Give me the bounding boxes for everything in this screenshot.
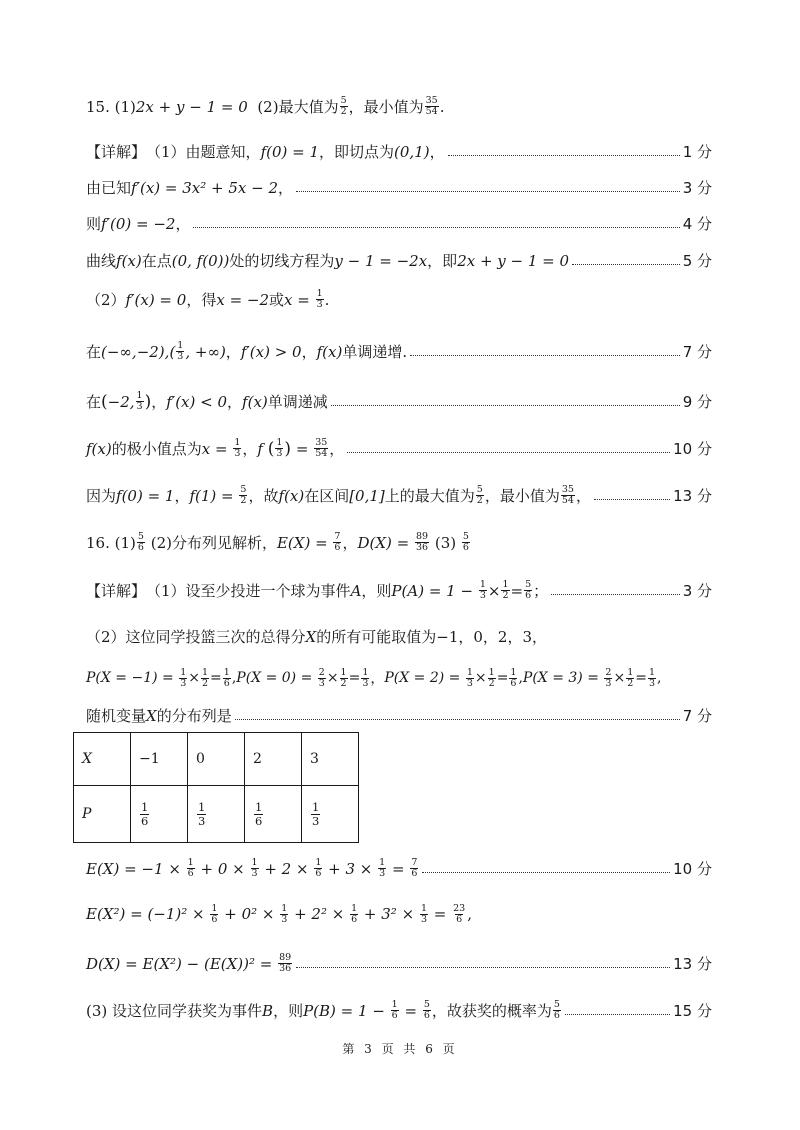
- detail-tag: 【详解】: [86, 143, 147, 161]
- fraction: $\frac{5}{6}$: [525, 579, 532, 601]
- dot-leader: [422, 872, 670, 873]
- fraction: 1 3: [276, 437, 283, 459]
- fraction: $\frac{1}{6}$: [391, 999, 398, 1021]
- q15-answer-line: 15. (1) 2x + y − 1 = 0 (2)最大值为 5 2 ，最小值为 35 54 .: [86, 95, 445, 117]
- score: 10 分: [673, 860, 712, 878]
- fraction: 5 2: [340, 95, 347, 117]
- table-row: [74, 733, 359, 786]
- score: 7 分: [682, 343, 712, 361]
- fraction: $\frac{1}{2}$: [340, 667, 347, 689]
- score: 1 分: [682, 143, 712, 161]
- fraction: 1 3: [177, 340, 184, 362]
- fraction: 5 6: [462, 531, 469, 553]
- table-cell: X: [74, 733, 131, 786]
- fraction: $\frac{5}{6}$: [423, 999, 430, 1021]
- score: 10 分: [673, 440, 712, 458]
- fraction: $\frac{1}{6}$: [255, 800, 263, 828]
- fraction: $\frac{1}{3}$: [420, 903, 427, 925]
- fraction: 35 54: [425, 95, 438, 117]
- fraction: $\frac{89}{36}$: [416, 531, 429, 553]
- fraction: $\frac{1}{3}$: [180, 667, 187, 689]
- page-footer: 第 3 页 共 6 页: [342, 1042, 458, 1056]
- detail-tag: 【详解】: [86, 582, 147, 600]
- score: 4 分: [682, 215, 712, 233]
- dot-leader: [235, 719, 680, 720]
- fraction: $\frac{1}{6}$: [211, 903, 218, 925]
- fraction: 5 2: [476, 484, 483, 506]
- q16-line-8: (3) 设这位同学获奖为事件 B ，则 P(B) = 1 − $\frac{1}{6}$ = $\frac{5}{6}$ ，故获奖的概率为 5 6 15 分: [86, 999, 712, 1021]
- fraction: $\frac{5}{2}$: [240, 484, 247, 506]
- dot-leader: [193, 227, 679, 228]
- q15-line-9: 因为 f(0) = 1 ， f(1) = $\frac{5}{2}$ ，故 f(x) 在区间 [0,1] 上的最大值为 5 2 ，最小值为 35 54 ， 13 分: [86, 484, 712, 506]
- q15-line-7: 在 ( −2, 1 3 ) ， f′(x) < 0 ， f(x) 单调递减 9 分: [86, 390, 712, 412]
- fraction: $\frac{7}{6}$: [411, 857, 418, 879]
- table-cell: 3: [302, 733, 359, 786]
- q16-line-7: D(X) = E(X²) − (E(X))² = $\frac{89}{36}$ 13 分: [86, 952, 712, 974]
- fraction: $\frac{1}{3}$: [316, 288, 323, 310]
- dot-leader: [448, 155, 680, 156]
- question-number: 15.: [86, 97, 110, 116]
- fraction: $\frac{1}{2}$: [502, 579, 509, 601]
- fraction: $\frac{1}{6}$: [141, 800, 149, 828]
- q16-line-3: P(X = −1) = $\frac{1}{3}$ × $\frac{1}{2}$ = $\frac{1}{6}$ , P(X = 0) = $\frac{2}{3}$ × $\frac{1}{2}$ = $\frac{1}{3}$ ， P(X = 2) = $\frac{1}{3}$ × $\frac{1}{2}$ = $\frac{1}{6}$ , P(X = 3) = $\frac{2}{3}$ × $\frac{1}{2}$ = $\frac{1}{3}$ ,: [86, 667, 662, 689]
- q15-line-2: 由已知 f′(x) = 3x² + 5x − 2 ， 3 分: [86, 178, 712, 197]
- fraction: $\frac{1}{6}$: [315, 857, 322, 879]
- fraction: $\frac{1}{2}$: [488, 667, 495, 689]
- fraction: $\frac{1}{3}$: [198, 800, 206, 828]
- fraction: $\frac{1}{3}$: [379, 857, 386, 879]
- q15-line-1: 【详解】 （1）由题意知， f(0) = 1 ，即切点为 (0,1) ， 1 分: [86, 142, 712, 161]
- dot-leader: [551, 594, 680, 595]
- fraction: $\frac{1}{6}$: [223, 667, 230, 689]
- dot-leader: [594, 499, 670, 500]
- fraction: $\frac{1}{2}$: [627, 667, 634, 689]
- table-cell: [188, 786, 245, 843]
- table-cell: [302, 786, 359, 843]
- dot-leader: [347, 452, 670, 453]
- fraction: $\frac{2}{3}$: [318, 667, 325, 689]
- score: 5 分: [682, 252, 712, 270]
- table-cell: 2: [245, 733, 302, 786]
- fraction: $\frac{1}{3}$: [251, 857, 258, 879]
- score: 13 分: [673, 487, 712, 505]
- distribution-table: [73, 732, 359, 843]
- q16-line-1: 【详解】 （1）设至少投进一个球为事件 A ，则 P(A) = 1 − $\frac{1}{3}$ × $\frac{1}{2}$ = $\frac{5}{6}$ ； 3 分: [86, 579, 712, 601]
- dot-leader: [296, 191, 680, 192]
- table-row: [74, 786, 359, 843]
- question-number: 16.: [86, 533, 110, 552]
- fraction: $\frac{1}{3}$: [312, 800, 320, 828]
- q16-line-6: E(X²) = (−1)² × $\frac{1}{6}$ + 0² × $\frac{1}{3}$ + 2² × $\frac{1}{6}$ + 3² × $\frac{1}{3}$ = $\frac{23}{6}$ ,: [86, 903, 472, 925]
- fraction: $\frac{35}{54}$: [315, 437, 328, 459]
- fraction: $\frac{1}{6}$: [351, 903, 358, 925]
- fraction: $\frac{1}{3}$: [234, 437, 241, 459]
- fraction: $\frac{1}{6}$: [510, 667, 517, 689]
- fraction: 1 3: [136, 390, 143, 412]
- score: 3 分: [682, 582, 712, 600]
- fraction: 35 54: [561, 484, 574, 506]
- q16-line-5: E(X) = −1 × $\frac{1}{6}$ + 0 × $\frac{1}{3}$ + 2 × $\frac{1}{6}$ + 3 × $\frac{1}{3}$ = $\frac{7}{6}$ 10 分: [86, 857, 712, 879]
- fraction: 5 6: [137, 531, 144, 553]
- score: 3 分: [682, 179, 712, 197]
- fraction: $\frac{1}{3}$: [281, 903, 288, 925]
- table-cell: [245, 786, 302, 843]
- score: 7 分: [682, 707, 712, 725]
- fraction: $\frac{23}{6}$: [453, 903, 466, 925]
- q15-line-5: （2） f′(x) = 0 ，得 x = −2 或 x = $\frac{1}{3}$ .: [86, 288, 330, 310]
- q15-line-8: f(x) 的极小值点为 x = $\frac{1}{3}$ ， f ( 1 3 ) = $\frac{35}{54}$ ， 10 分: [86, 437, 712, 459]
- table-cell: [131, 786, 188, 843]
- q15-line-3: 则 f′(0) = −2 ， 4 分: [86, 214, 712, 233]
- fraction: $\frac{1}{3}$: [479, 579, 486, 601]
- dot-leader: [572, 264, 680, 265]
- fraction: $\frac{89}{36}$: [279, 952, 292, 974]
- q16-line-2: （2）这位同学投篮三次的总得分 X 的所有可能取值为 −1，0，2，3，: [86, 627, 547, 646]
- fraction: $\frac{7}{6}$: [334, 531, 341, 553]
- fraction: $\frac{1}{3}$: [362, 667, 369, 689]
- dot-leader: [565, 1014, 670, 1015]
- fraction: $\frac{1}{3}$: [466, 667, 473, 689]
- fraction: 5 6: [553, 999, 560, 1021]
- table-cell: 0: [188, 733, 245, 786]
- dot-leader: [410, 355, 680, 356]
- dot-leader: [296, 967, 670, 968]
- dot-leader: [331, 405, 680, 406]
- fraction: $\frac{1}{6}$: [187, 857, 194, 879]
- score: 13 分: [673, 955, 712, 973]
- fraction: $\frac{2}{3}$: [605, 667, 612, 689]
- table-cell: −1: [131, 733, 188, 786]
- q16-line-4: 随机变量 X 的分布列是 7 分: [86, 706, 712, 725]
- table-cell: P: [74, 786, 131, 843]
- q15-line-4: 曲线 f(x) 在点 (0, f(0)) 处的切线方程为 y − 1 = −2x ，即 2x + y − 1 = 0 5 分: [86, 251, 712, 270]
- fraction: $\frac{1}{2}$: [202, 667, 209, 689]
- score: 15 分: [673, 1002, 712, 1020]
- q15-line-6: 在 (−∞,−2), ( 1 3 , +∞) ， f′(x) > 0 ， f(x) 单调递增. 7 分: [86, 340, 712, 362]
- fraction: $\frac{1}{3}$: [648, 667, 656, 689]
- q16-answer-line: 16. (1) 5 6 (2)分布列见解析， E(X) = $\frac{7}{6}$ ， D(X) = $\frac{89}{36}$ (3) 5 6: [86, 531, 469, 553]
- score: 9 分: [682, 393, 712, 411]
